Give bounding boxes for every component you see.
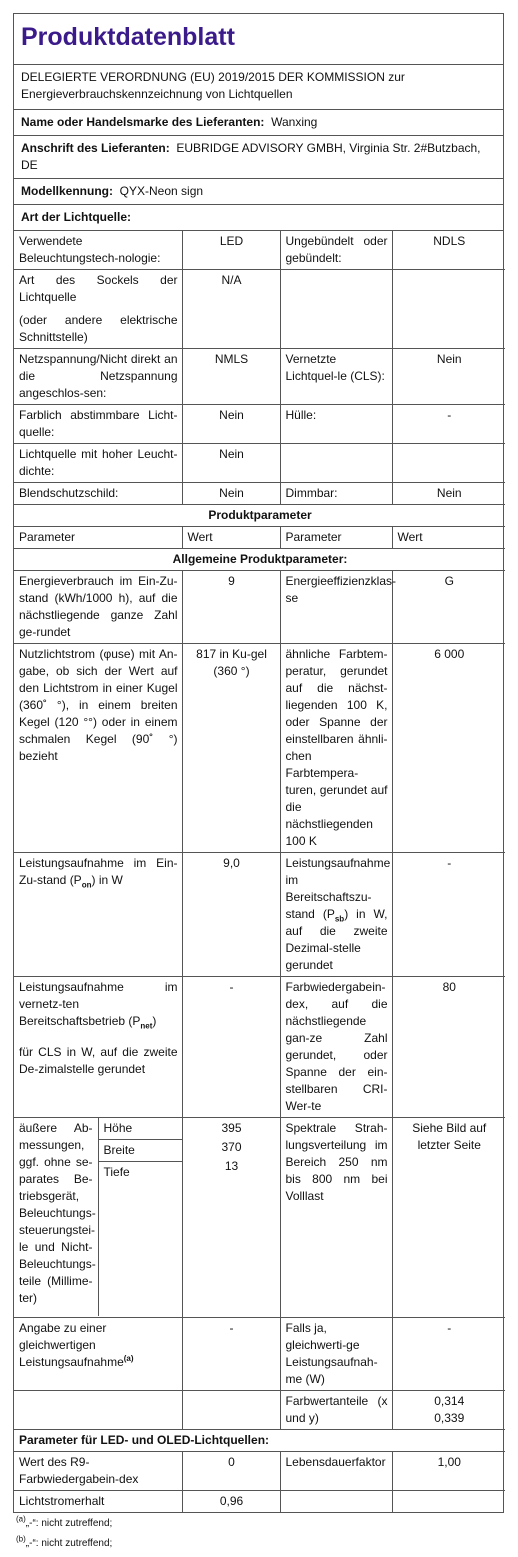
dimmable-label: Dimmbar:	[280, 483, 392, 505]
envelope-label: Hülle:	[280, 405, 392, 444]
table-row	[14, 853, 505, 977]
table-row	[14, 1391, 505, 1430]
cap-label: Art des Sockels der Lichtquelle	[19, 273, 178, 304]
table-row	[14, 1318, 505, 1391]
pon-label-text: Leistungsaufnahme im Ein-Zu-stand (P	[19, 856, 178, 887]
spd-value: Siehe Bild auf letzter Seite	[392, 1118, 505, 1318]
energy-class-value: G	[392, 571, 505, 644]
r9-label: Wert des R9-Farbwiedergabein-dex	[14, 1452, 182, 1491]
empty-cell	[392, 1491, 505, 1512]
cap-value: N/A	[182, 270, 280, 349]
col-header-param: Parameter	[280, 527, 392, 549]
footnote-mark: (b)	[16, 1534, 26, 1544]
table-row	[14, 1452, 505, 1491]
datasheet-frame	[13, 13, 504, 1513]
table-row	[14, 1118, 505, 1318]
cap-label-cell	[14, 270, 182, 349]
pnet-label-end: )	[152, 1014, 157, 1028]
cct-value: 6 000	[392, 644, 505, 853]
col-header-value: Wert	[392, 527, 505, 549]
pnet-value: -	[182, 977, 280, 1118]
table-row	[14, 349, 505, 405]
width-label: Breite	[99, 1140, 183, 1162]
psb-label-text: Leistungsaufnahme im Bereitschaftszu-stand (P	[285, 856, 391, 921]
chromaticity-label: Farbwertanteile (x und y)	[280, 1391, 392, 1430]
supplier-address-label: Anschrift des Lieferanten:	[21, 141, 170, 155]
pon-subscript: on	[81, 880, 92, 890]
col-header-value: Wert	[182, 527, 280, 549]
cct-label: ähnliche Farbtem-peratur, gerundet auf die nächst-liegenden 100 K, oder Spanne der einstellbaren ähnli-chen Farbtempera-turen, gerundet auf die nächstliegenden 100 K	[280, 644, 392, 853]
bundled-value: NDLS	[392, 231, 505, 270]
dimmable-value: Nein	[392, 483, 505, 505]
table-row	[14, 231, 505, 270]
flux-label: Nutzlichtstrom (φuse) mit An-gabe, ob sich der Wert auf den Lichtstrom in einer Kugel (360˚ °), in einem breiten Kegel (120 °°) oder in einem schmalen Kegel (90˚ °) bezieht	[14, 644, 182, 853]
light-source-heading: Art der Lichtquelle:	[14, 205, 503, 231]
cri-value: 80	[392, 977, 505, 1118]
empty-cell	[280, 1491, 392, 1512]
empty-cell	[14, 1391, 182, 1430]
height-label: Höhe	[99, 1118, 183, 1140]
supplier-address-value: EUBRIDGE ADVISORY GMBH, Virginia Str. 2#Butzbach, DE	[21, 141, 481, 172]
regulation-text: DELEGIERTE VERORDNUNG (EU) 2019/2015 DER KOMMISSION zur Energieverbrauchskennzeichnung von Lichtquellen	[14, 65, 503, 110]
table-row	[14, 977, 505, 1118]
table-row	[14, 527, 505, 549]
table-row	[14, 549, 505, 571]
chromaticity-y: 0,339	[434, 1411, 465, 1425]
led-params-heading: Parameter für LED- und OLED-Lichtquellen:	[14, 1430, 505, 1452]
pnet-label-text: Leistungsaufnahme im vernetz-ten Bereitschaftsbetrieb (P	[19, 980, 178, 1028]
datasheet-page	[13, 13, 504, 1557]
high-luminance-label: Lichtquelle mit hoher Leucht-dichte:	[14, 444, 182, 483]
table-row	[14, 444, 505, 483]
bundled-label: Ungebündelt oder gebündelt:	[280, 231, 392, 270]
survival-factor-label: Lebensdauerfaktor	[280, 1452, 392, 1491]
general-params-heading: Allgemeine Produktparameter:	[14, 549, 505, 571]
footnote-a	[16, 1514, 504, 1531]
lumen-table	[14, 1491, 505, 1512]
model-row	[14, 179, 503, 205]
energy-class-label: Energieeffizienzklas-se	[280, 571, 392, 644]
footnote-mark: (a)	[16, 1514, 26, 1524]
footnote-b	[16, 1534, 504, 1551]
colour-tunable-label: Farblich abstimmbare Licht-quelle:	[14, 405, 182, 444]
spd-label: Spektrale Strah-lungsverteilung im Bereich 250 nm bis 800 nm bei Volllast	[280, 1118, 392, 1318]
psb-subscript: sb	[334, 914, 345, 924]
energy-on-value: 9	[182, 571, 280, 644]
dimensions-subtable	[14, 1118, 182, 1316]
empty-cell	[392, 270, 505, 349]
tech-value: LED	[182, 231, 280, 270]
pon-label	[14, 853, 182, 977]
mains-value: NMLS	[182, 349, 280, 405]
equiv-power-text: Angabe zu einer gleichwertigen Leistungsaufnahme	[19, 1321, 124, 1369]
chromaticity-values	[392, 1391, 505, 1430]
flux-value: 817 in Ku-gel (360 °)	[182, 644, 280, 853]
cls-value: Nein	[392, 349, 505, 405]
mains-label: Netzspannung/Nicht direkt an die Netzspannung angeschlos-sen:	[14, 349, 182, 405]
col-header-param: Parameter	[14, 527, 182, 549]
equiv-power-footnote-mark: (a)	[123, 1354, 134, 1363]
equiv-power-w-label: Falls ja, gleichwerti-ge Leistungsaufnah-me (W)	[280, 1318, 392, 1391]
footnotes	[13, 1514, 504, 1551]
dimensions-label: äußere Ab-messungen, ggf. ohne se-parates Be-triebsgerät, Beleuchtungs-steuerungstei-le und Nicht-Beleuchtungs-teile (Millime-ter)	[14, 1118, 98, 1316]
equiv-power-label	[14, 1318, 182, 1391]
glare-value: Nein	[182, 483, 280, 505]
dimensions-values	[182, 1118, 280, 1318]
energy-on-label: Energieverbrauch im Ein-Zu-stand (kWh/1000 h), auf die nächstliegende ganze Zahl ge-rundet	[14, 571, 182, 644]
supplier-name-row	[14, 110, 503, 136]
dimensions-cell	[14, 1118, 182, 1318]
tech-label: Verwendete Beleuchtungstech-nologie:	[14, 231, 182, 270]
lumen-maintenance-label: Lichtstromerhalt	[14, 1491, 182, 1512]
pnet-label-extra: für CLS in W, auf die zweite De-zimalstelle gerundet	[19, 1045, 178, 1076]
psb-label	[280, 853, 392, 977]
pon-value: 9,0	[182, 853, 280, 977]
pon-label-end: ) in W	[91, 873, 123, 887]
model-label: Modellkennung:	[21, 184, 113, 198]
depth-label: Tiefe	[103, 1165, 130, 1179]
empty-cell	[280, 270, 392, 349]
equiv-power-value: -	[182, 1318, 280, 1391]
empty-cell	[392, 444, 505, 483]
table-row	[14, 1491, 505, 1512]
page-title: Produktdatenblatt	[14, 14, 503, 65]
envelope-value: -	[392, 405, 505, 444]
model-value: QYX-Neon sign	[119, 184, 204, 198]
supplier-name-value: Wanxing	[271, 115, 318, 129]
high-luminance-value: Nein	[182, 444, 280, 483]
lumen-maintenance-value: 0,96	[182, 1491, 280, 1512]
glare-label: Blendschutzschild:	[14, 483, 182, 505]
r9-value: 0	[182, 1452, 280, 1491]
table-row	[14, 571, 505, 644]
cap-label-extra: (oder andere elektrische Schnittstelle)	[19, 313, 178, 344]
table-row	[14, 270, 505, 349]
pnet-subscript: net	[140, 1021, 153, 1031]
supplier-name-label: Name oder Handelsmarke des Lieferanten:	[21, 115, 265, 129]
cri-label: Farbwiedergabein-dex, auf die nächstliegende gan-ze Zahl gerundet, oder Spanne der ein-stellbaren CRI-Wer-te	[280, 977, 392, 1118]
width-value: 370	[221, 1140, 242, 1154]
dimensions-names	[98, 1118, 182, 1316]
product-params-heading: Produktparameter	[14, 505, 505, 527]
psb-value: -	[392, 853, 505, 977]
table-row	[14, 505, 505, 527]
empty-cell	[182, 1391, 280, 1430]
table-row	[14, 483, 505, 505]
psb-label-end: ) in W, auf die zweite Dezimal-stelle gerundet	[285, 907, 388, 972]
chromaticity-x: 0,314	[434, 1394, 465, 1408]
footnote-text: „-“: nicht zutreffend;	[25, 1538, 113, 1549]
supplier-address-row	[14, 136, 503, 179]
table-row	[14, 644, 505, 853]
table-row	[14, 1430, 505, 1452]
cls-label: Vernetzte Lichtquel-le (CLS):	[280, 349, 392, 405]
pnet-label	[14, 977, 182, 1118]
height-value: 395	[221, 1121, 242, 1135]
empty-cell	[280, 444, 392, 483]
light-source-table	[14, 231, 505, 1491]
footnote-text: „-“: nicht zutreffend;	[25, 1518, 113, 1529]
depth-value: 13	[224, 1159, 239, 1173]
equiv-power-w-value: -	[392, 1318, 505, 1391]
survival-factor-value: 1,00	[392, 1452, 505, 1491]
colour-tunable-value: Nein	[182, 405, 280, 444]
table-row	[14, 405, 505, 444]
